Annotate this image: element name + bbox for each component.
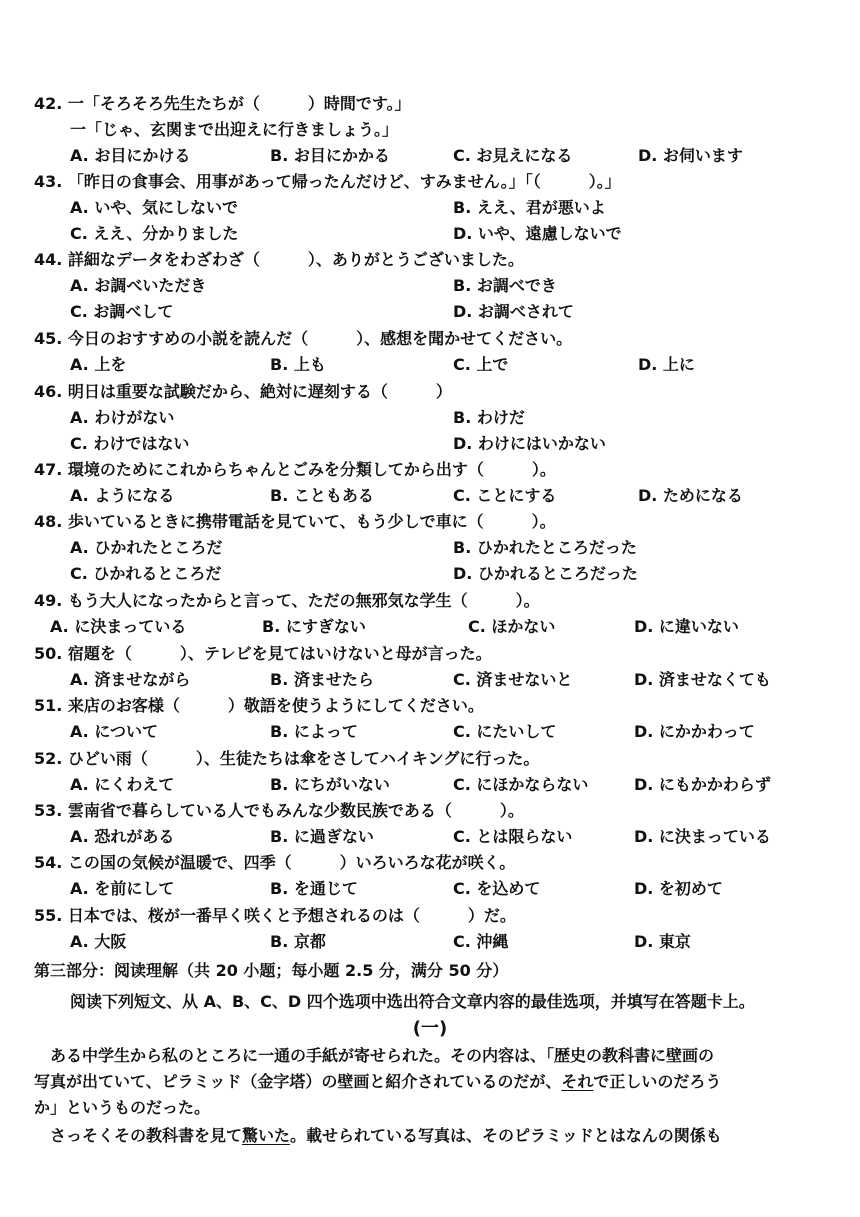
q51-option-d: D. にかかわって bbox=[634, 722, 755, 741]
q48-option-c: C. ひかれるところだ bbox=[70, 564, 222, 583]
passage-line-1: ある中学生から私のところに一通の手紙が寄せられた。その内容は、「歴史の教科書に壁画の bbox=[50, 1046, 715, 1065]
q51-option-b: B. によって bbox=[270, 722, 358, 741]
q50-option-b: B. 済ませたら bbox=[270, 670, 374, 689]
q44-option-c: C. お調べして bbox=[70, 302, 174, 321]
q45-option-b: B. 上も bbox=[270, 355, 326, 374]
q47-option-d: D. ためになる bbox=[638, 486, 743, 505]
q43-option-c: C. ええ、分かりました bbox=[70, 224, 239, 243]
q54-option-a: A. を前にして bbox=[70, 879, 175, 898]
q49-option-a: A. に決まっている bbox=[50, 617, 187, 636]
q47-option-b: B. こともある bbox=[270, 486, 374, 505]
q50-option-a: A. 済ませながら bbox=[70, 670, 191, 689]
question-51: 51. 来店のお客様（ ）敬語を使うようにしてください。 bbox=[34, 696, 484, 715]
q46-option-c: C. わけではない bbox=[70, 434, 190, 453]
question-45: 45. 今日のおすすめの小説を読んだ（ ）、感想を聞かせてください。 bbox=[34, 329, 573, 348]
q42-option-a: A. お目にかける bbox=[70, 146, 191, 165]
q53-option-a: A. 恐れがある bbox=[70, 827, 175, 846]
passage-line-4 bbox=[50, 1126, 722, 1146]
q48-option-b: B. ひかれたところだった bbox=[453, 538, 637, 557]
section-title: 第三部分：阅读理解（共 20 小题；每小题 2.5 分，满分 50 分） bbox=[34, 961, 509, 980]
q45-option-d: D. 上に bbox=[638, 355, 695, 374]
question-44: 44. 詳細なデータをわざわざ（ ）、ありがとうございました。 bbox=[34, 250, 524, 269]
question-48: 48. 歩いているときに携帯電話を見ていて、もう少しで車に（ ）。 bbox=[34, 512, 556, 531]
q45-option-c: C. 上で bbox=[453, 355, 509, 374]
question-49: 49. もう大人になったからと言って、ただの無邪気な学生（ ）。 bbox=[34, 591, 540, 610]
question-42: 42. 一「そろそろ先生たちが（ ）時間です。」 bbox=[34, 94, 411, 113]
q52-option-c: C. にほかならない bbox=[453, 775, 589, 794]
question-54: 54. この国の気候が温暖で、四季（ ）いろいろな花が咲く。 bbox=[34, 853, 516, 872]
q46-option-a: A. わけがない bbox=[70, 408, 175, 427]
passage-line-4-text: さっそくその教科書を見て bbox=[50, 1126, 243, 1145]
q45-option-a: A. 上を bbox=[70, 355, 127, 374]
q52-option-a: A. にくわえて bbox=[70, 775, 175, 794]
q55-option-a: A. 大阪 bbox=[70, 932, 127, 951]
q43-option-d: D. いや、遠慮しないで bbox=[453, 224, 622, 243]
question-47: 47. 環境のためにこれからちゃんとごみを分類してから出す（ ）。 bbox=[34, 460, 556, 479]
question-52: 52. ひどい雨（ ）、生徒たちは傘をさしてハイキングに行った。 bbox=[34, 749, 540, 768]
q55-option-b: B. 京都 bbox=[270, 932, 326, 951]
passage-line-3: か」というものだった。 bbox=[34, 1098, 211, 1117]
q42-option-d: D. お伺います bbox=[638, 146, 743, 165]
q43-option-a: A. いや、気にしないで bbox=[70, 198, 239, 217]
q55-option-c: C. 沖縄 bbox=[453, 932, 509, 951]
q44-option-a: A. お調べいただき bbox=[70, 276, 207, 295]
passage-line-4-tail: 。載せられている写真は、そのピラミッドとはなんの関係も bbox=[290, 1126, 722, 1145]
q49-option-d: D. に違いない bbox=[634, 617, 739, 636]
q54-option-d: D. を初めて bbox=[634, 879, 723, 898]
q42-option-b: B. お目にかかる bbox=[270, 146, 390, 165]
q51-option-a: A. について bbox=[70, 722, 159, 741]
q43-option-b: B. ええ、君が悪いよ bbox=[453, 198, 606, 217]
q46-option-d: D. わけにはいかない bbox=[453, 434, 606, 453]
passage-line-2-text: 写真が出ていて、ピラミッド（金字塔）の壁画と紹介されているのだが、 bbox=[34, 1072, 562, 1091]
passage-line-2 bbox=[34, 1072, 721, 1092]
q48-option-a: A. ひかれたところだ bbox=[70, 538, 223, 557]
q44-option-b: B. お調べでき bbox=[453, 276, 557, 295]
q50-option-d: D. 済ませなくても bbox=[634, 670, 771, 689]
q52-option-b: B. にちがいない bbox=[270, 775, 390, 794]
passage-number: (一) bbox=[412, 1018, 448, 1039]
question-55: 55. 日本では、桜が一番早く咲くと予想されるのは（ ）だ。 bbox=[34, 906, 516, 925]
q52-option-d: D. にもかかわらず bbox=[634, 775, 771, 794]
q53-option-d: D. に決まっている bbox=[634, 827, 771, 846]
q54-option-c: C. を込めて bbox=[453, 879, 541, 898]
q49-option-c: C. ほかない bbox=[468, 617, 556, 636]
q46-option-b: B. わけだ bbox=[453, 408, 525, 427]
underlined-sore: それ bbox=[561, 1072, 594, 1091]
section-instructions: 阅读下列短文、从 A、B、C、D 四个选项中选出符合文章内容的最佳选项，并填写在答题卡上。 bbox=[70, 992, 755, 1011]
question-42-line2: 一「じゃ、玄関まで出迎えに行きましょう。」 bbox=[70, 120, 399, 139]
question-53: 53. 雲南省で暮らしている人でもみんな少数民族である（ ）。 bbox=[34, 801, 524, 820]
question-43: 43. 「昨日の食事会、用事があって帰ったんだけど、すみません。」「（ ）。」 bbox=[34, 172, 621, 191]
q47-option-a: A. ようになる bbox=[70, 486, 175, 505]
q44-option-d: D. お調べされて bbox=[453, 302, 574, 321]
q48-option-d: D. ひかれるところだった bbox=[453, 564, 638, 583]
question-46: 46. 明日は重要な試験だから、絶対に遅刻する（ ） bbox=[34, 382, 452, 401]
q49-option-b: B. にすぎない bbox=[262, 617, 366, 636]
q55-option-d: D. 東京 bbox=[634, 932, 691, 951]
question-50: 50. 宿題を（ ）、テレビを見てはいけないと母が言った。 bbox=[34, 644, 492, 663]
q53-option-c: C. とは限らない bbox=[453, 827, 573, 846]
q53-option-b: B. に過ぎない bbox=[270, 827, 374, 846]
q51-option-c: C. にたいして bbox=[453, 722, 557, 741]
q50-option-c: C. 済ませないと bbox=[453, 670, 573, 689]
passage-line-2-tail: で正しいのだろう bbox=[593, 1072, 722, 1091]
q42-option-c: C. お見えになる bbox=[453, 146, 573, 165]
q54-option-b: B. を通じて bbox=[270, 879, 358, 898]
underlined-odoroita: 驚いた bbox=[242, 1126, 291, 1145]
q47-option-c: C. ことにする bbox=[453, 486, 557, 505]
